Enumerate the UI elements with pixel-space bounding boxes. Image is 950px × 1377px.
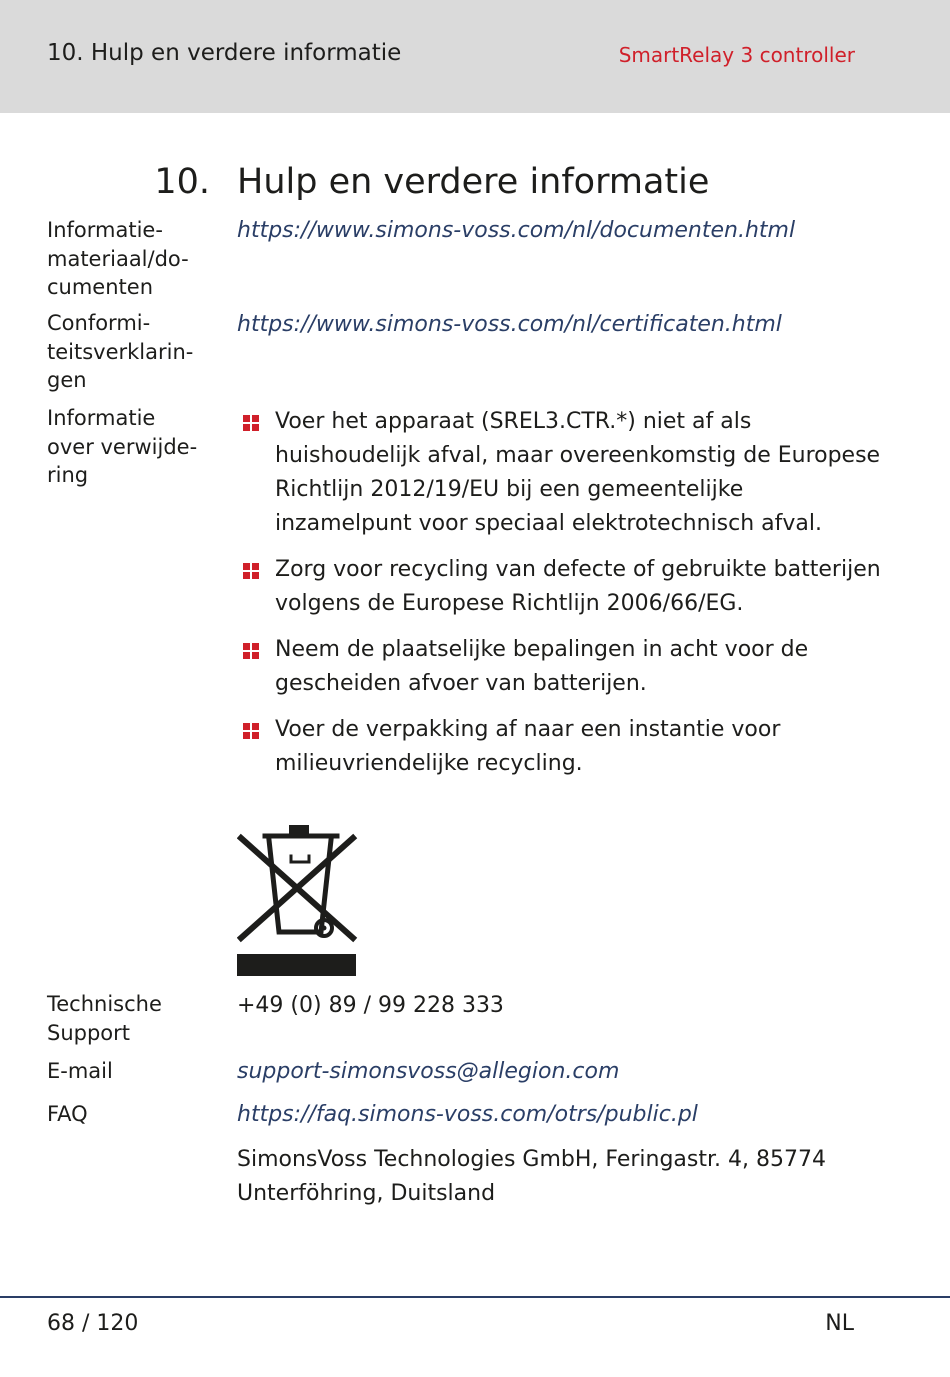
language-code: NL — [825, 1311, 854, 1336]
label-documents: Informatie- materiaal/do- cumenten — [47, 218, 189, 299]
label-email: E-mail — [47, 1059, 113, 1083]
bullet-icon — [243, 723, 259, 739]
support-phone: +49 (0) 89 / 99 228 333 — [237, 993, 504, 1018]
list-item-text: Voer de verpakking af naar een instantie voor milieuvriendelijke recycling. — [275, 717, 781, 776]
label-disposal: Informatie over verwijde- ring — [47, 406, 198, 487]
label-faq: FAQ — [47, 1102, 88, 1126]
bullet-icon — [243, 563, 259, 579]
crossed-out-wheelie-bin-icon — [237, 822, 359, 982]
bullet-icon — [243, 415, 259, 431]
faq-link[interactable]: https://faq.simons-voss.com/otrs/public.pl — [237, 1102, 698, 1127]
list-item — [241, 633, 881, 701]
email-link[interactable]: support-simonsvoss@allegion.com — [237, 1059, 620, 1084]
list-item-text: Voer het apparaat (SREL3.CTR.*) niet af als huishoudelijk afval, maar overeenkomstig de Europese Richtlijn 2012/19/EU bij een gemeentelijke inzamelpunt voor speciaal elektrotechnisch afval. — [275, 409, 881, 536]
page-header — [0, 0, 950, 113]
disposal-list — [241, 405, 881, 793]
documents-link[interactable]: https://www.simons-voss.com/nl/documenten.html — [237, 218, 796, 243]
label-certificates: Conformi- teitsverklarin- gen — [47, 311, 194, 392]
footer-divider — [0, 1296, 950, 1298]
list-item — [241, 713, 881, 781]
certificates-link[interactable]: https://www.simons-voss.com/nl/certificaten.html — [237, 312, 782, 337]
list-item — [241, 553, 881, 621]
list-item — [241, 405, 881, 541]
header-section-title: 10. Hulp en verdere informatie — [47, 40, 402, 66]
page-number: 68 / 120 — [47, 1311, 139, 1336]
label-support: Technische Support — [47, 992, 162, 1045]
list-item-text: Neem de plaatselijke bepalingen in acht voor de gescheiden afvoer van batterijen. — [275, 637, 809, 696]
chapter-number: 10. — [154, 162, 210, 202]
list-item-text: Zorg voor recycling van defecte of gebruikte batterijen volgens de Europese Richtlijn 2006/66/EG. — [275, 557, 881, 616]
header-product-name: SmartRelay 3 controller — [618, 43, 855, 67]
bullet-icon — [243, 643, 259, 659]
chapter-title: Hulp en verdere informatie — [237, 162, 710, 202]
company-address: SimonsVoss Technologies GmbH, Feringastr. 4, 85774 Unterföhring, Duitsland — [237, 1147, 826, 1206]
